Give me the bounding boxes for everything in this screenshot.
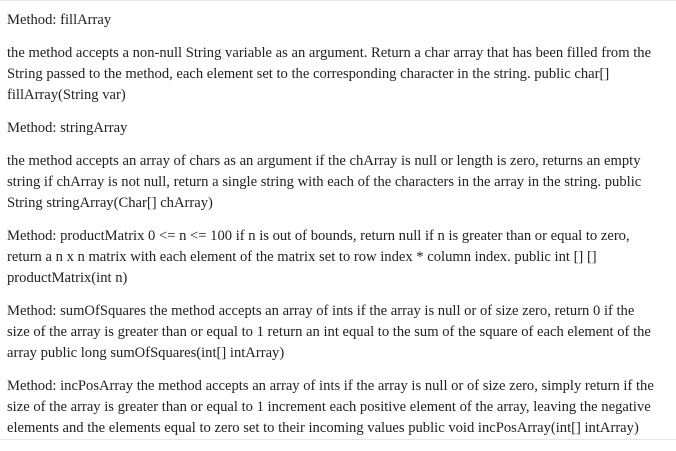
- bottom-divider: [0, 439, 676, 440]
- stringarray-description: [7, 151, 671, 214]
- text-line: size of the array is greater than or equal to 1 return an int equal to the sum of the square of each element of the: [7, 324, 651, 340]
- text-line: Method: stringArray: [7, 120, 128, 136]
- text-line: Method: incPosArray the method accepts an array of ints if the array is null or of size zero, simply return if the: [7, 378, 654, 394]
- text-line: Method: fillArray: [7, 12, 112, 28]
- text-line: string if chArray is not null, return a single string with each of the characters in the array in the string. public: [7, 174, 642, 190]
- text-line: the method accepts a non-null String variable as an argument. Return a char array that has been filled from the: [7, 45, 652, 61]
- text-line: the method accepts an array of chars as an argument if the chArray is null or length is zero, returns an empty: [7, 153, 641, 169]
- text-line: size of the array is greater than or equal to 1 increment each positive element of the array, leaving the negative: [7, 399, 651, 415]
- text-line: Method: sumOfSquares the method accepts an array of ints if the array is null or of size zero, return 0 if the: [7, 303, 635, 319]
- text-line: String passed to the method, each element set to the corresponding character in the string. public char[]: [7, 66, 610, 82]
- top-divider: [0, 0, 676, 1]
- text-line: fillArray(String var): [7, 87, 126, 103]
- productmatrix-description: [7, 226, 671, 289]
- text-line: Method: productMatrix 0 <= n <= 100 if n is out of bounds, return null if n is greater than or equal to zero,: [7, 228, 630, 244]
- incposarray-description: [7, 376, 671, 439]
- sumofsquares-description: [7, 301, 671, 364]
- text-line: elements and the elements equal to zero set to their incoming values public void incPosArray(int[] intArray): [7, 420, 639, 436]
- text-line: return a n x n matrix with each element of the matrix set to row index * column index. public int [] []: [7, 249, 597, 265]
- stringarray-heading: [7, 118, 671, 139]
- text-line: productMatrix(int n): [7, 270, 128, 286]
- text-line: String stringArray(Char[] chArray): [7, 195, 213, 211]
- document-body: [7, 10, 671, 451]
- fillarray-description: [7, 43, 671, 106]
- fillarray-heading: [7, 10, 671, 31]
- text-line: array public long sumOfSquares(int[] intArray): [7, 345, 285, 361]
